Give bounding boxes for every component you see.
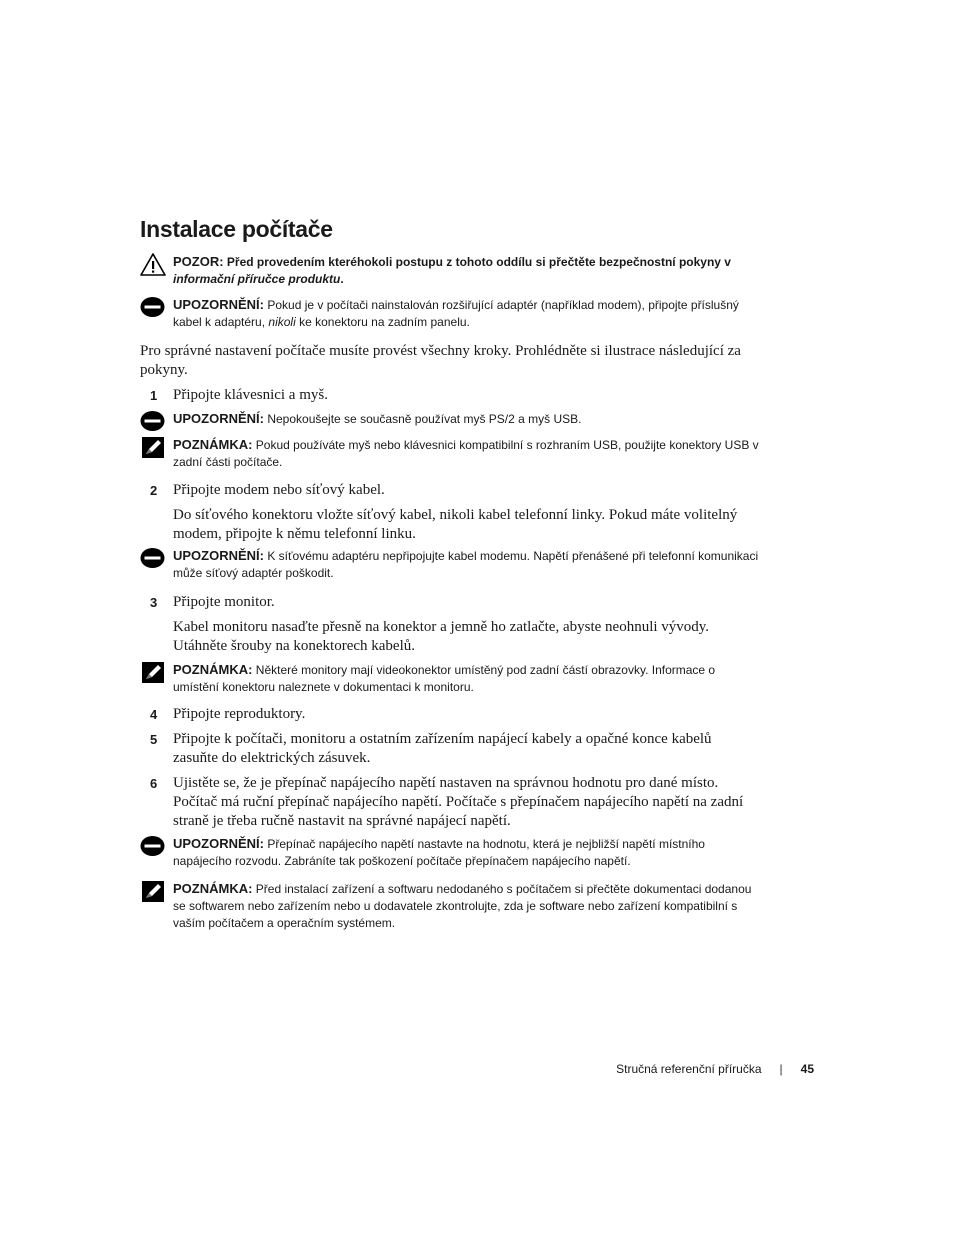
note-text: Pokud používáte myš nebo klávesnici kompatibilní s rozhraním USB, použijte konektory USB v zadní části počítače. bbox=[173, 438, 759, 469]
notice-mouse bbox=[140, 410, 760, 428]
notice-adapter bbox=[140, 296, 760, 331]
page-title: Instalace počítače bbox=[140, 216, 333, 242]
notice-icon bbox=[140, 410, 166, 434]
notice-text: K síťovému adaptéru nepřipojujte kabel modemu. Napětí přenášené při telefonní komunikaci může síťový adaptér poškodit. bbox=[173, 549, 759, 580]
note-label: POZNÁMKA: bbox=[173, 437, 253, 452]
caution-notice bbox=[140, 253, 760, 288]
note-label: POZNÁMKA: bbox=[173, 662, 253, 677]
note-pencil-icon bbox=[140, 880, 166, 904]
note-text: Před instalací zařízení a softwaru nedodaného s počítačem si přečtěte dokumentaci dodanou se softwarem nebo zařízením nebo u dodavatele zkontrolujte, zda je software nebo zařízení kompatibilní s vaším počítačem a operačním systémem. bbox=[173, 882, 752, 930]
notice-text: Přepínač napájecího napětí nastavte na hodnotu, která je nejbližší napětí místního napájecího rozvodu. Zabráníte tak poškození počítače přepínačem napájecího napětí. bbox=[173, 837, 705, 868]
note-usb bbox=[140, 436, 760, 471]
note-pencil-icon bbox=[140, 661, 166, 685]
warning-triangle-icon bbox=[140, 253, 166, 277]
step-number: 4 bbox=[150, 707, 158, 722]
step-number: 2 bbox=[150, 483, 158, 498]
notice-label: UPOZORNĚNÍ: bbox=[173, 548, 264, 563]
notice-text: Nepokoušejte se současně používat myš PS/2 a myš USB. bbox=[267, 412, 582, 426]
notice-label: UPOZORNĚNÍ: bbox=[173, 297, 264, 312]
step-number: 3 bbox=[150, 595, 158, 610]
notice-voltage bbox=[140, 835, 760, 870]
notice-network bbox=[140, 547, 760, 582]
page-number: 45 bbox=[800, 1062, 814, 1076]
step-text: Připojte reproduktory. bbox=[173, 706, 306, 722]
step-text: Připojte monitor. bbox=[173, 594, 275, 610]
notice-text-end: ke konektoru na zadním panelu. bbox=[295, 315, 470, 329]
step-2 bbox=[140, 481, 760, 500]
notice-icon bbox=[140, 835, 166, 859]
step-6 bbox=[140, 774, 760, 831]
step-number: 5 bbox=[150, 732, 158, 747]
notice-label: UPOZORNĚNÍ: bbox=[173, 411, 264, 426]
caution-label: POZOR: bbox=[173, 254, 224, 269]
step-number: 6 bbox=[150, 776, 158, 791]
notice-label: UPOZORNĚNÍ: bbox=[173, 836, 264, 851]
intro-paragraph: Pro správné nastavení počítače musíte provést všechny kroky. Prohlédněte si ilustrace následující za pokyny. bbox=[140, 343, 741, 378]
page-footer bbox=[616, 1062, 814, 1076]
notice-text: Pokud je v počítači nainstalován rozšiřující adaptér (například modem), připojte příslušný kabel k adaptéru, bbox=[173, 298, 739, 329]
step-1 bbox=[140, 386, 760, 405]
step-5 bbox=[140, 730, 760, 768]
note-monitor bbox=[140, 661, 760, 696]
step-4 bbox=[140, 705, 760, 724]
notice-text-emphasis: nikoli bbox=[268, 315, 296, 329]
caution-text-emphasis: informační příručce produktu bbox=[173, 272, 341, 286]
caution-text-end: . bbox=[340, 272, 344, 286]
step-text: Připojte klávesnici a myš. bbox=[173, 387, 328, 403]
step-text: Připojte modem nebo síťový kabel. bbox=[173, 482, 385, 498]
step-text: Připojte k počítači, monitoru a ostatním zařízením napájecí kabely a opačné konce kabelů zasuňte do elektrických zásuvek. bbox=[173, 731, 712, 766]
note-compatibility bbox=[140, 880, 760, 932]
notice-icon bbox=[140, 296, 166, 320]
caution-text: Před provedením kteréhokoli postupu z tohoto oddílu si přečtěte bezpečnostní pokyny v bbox=[226, 255, 731, 269]
step-3 bbox=[140, 593, 760, 612]
step-text: Ujistěte se, že je přepínač napájecího napětí nastaven na správnou hodnotu pro dané místo. Počítač má ruční přepínač napájecího napětí. Počítače s přepínačem napájecího napětí na zadní straně je třeba ručně nastavit na správné napájecí napětí. bbox=[173, 775, 744, 829]
note-text: Některé monitory mají videokonektor umístěný pod zadní částí obrazovky. Informace o umístění konektoru naleznete v dokumentaci k monitoru. bbox=[173, 663, 716, 694]
notice-icon bbox=[140, 547, 166, 571]
step-2-paragraph: Do síťového konektoru vložte síťový kabel, nikoli kabel telefonní linky. Pokud máte volitelný modem, připojte k němu telefonní linku. bbox=[173, 507, 738, 542]
footer-title: Stručná referenční příručka bbox=[616, 1062, 762, 1076]
note-pencil-icon bbox=[140, 436, 166, 460]
note-label: POZNÁMKA: bbox=[173, 881, 253, 896]
step-3-paragraph: Kabel monitoru nasaďte přesně na konektor a jemně ho zatlačte, abyste neohnuli vývody. Utáhněte šrouby na konektorech kabelů. bbox=[173, 619, 710, 654]
footer-separator: | bbox=[779, 1062, 783, 1076]
step-number: 1 bbox=[150, 388, 158, 403]
